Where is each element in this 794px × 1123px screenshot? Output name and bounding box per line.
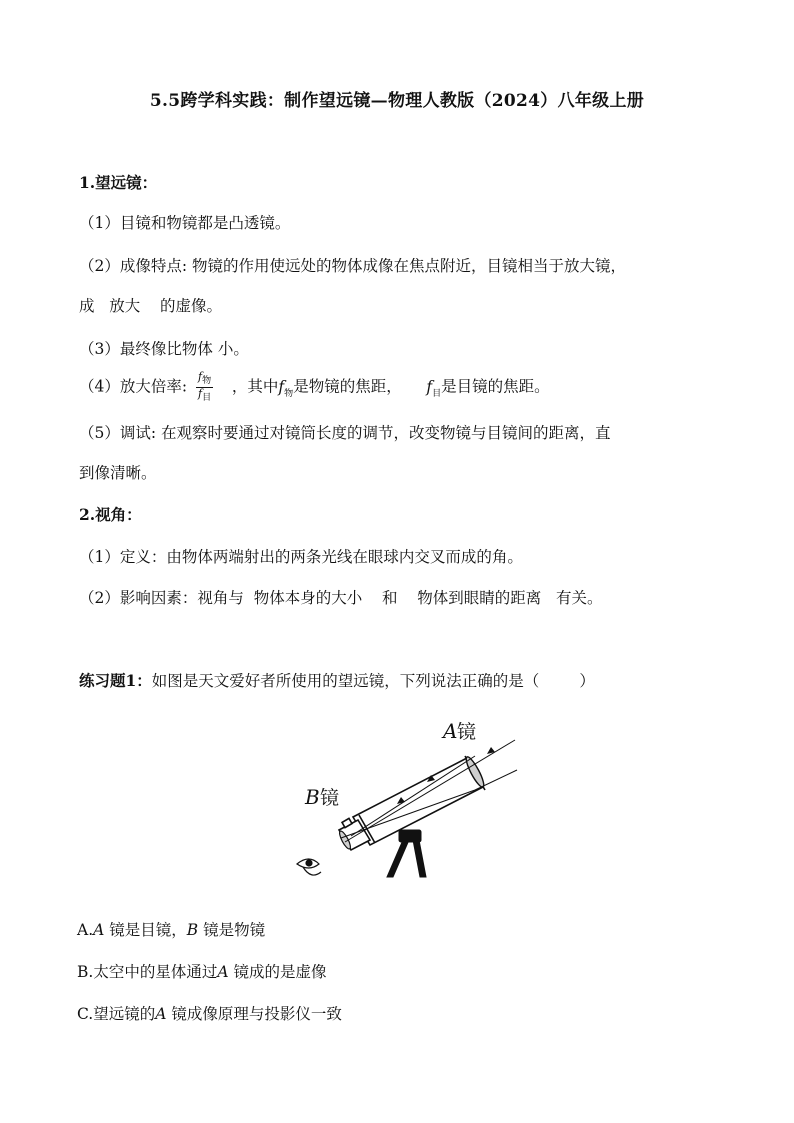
question-end: ） xyxy=(579,672,595,690)
section1-item5-line1: （5）调试: 在观察时要通过对镜筒长度的调节，改变物镜与目镜间的距离，直 xyxy=(79,424,611,442)
section1-item3 xyxy=(79,337,249,359)
option-b[interactable]: B.太空中的星体通过A 镜成的是虚像 xyxy=(77,963,327,981)
item4-pre: （4）放大倍率: xyxy=(79,377,188,396)
exercise-question xyxy=(79,669,595,691)
section1-item4 xyxy=(79,371,550,404)
section1-item1: （1）目镜和物镜都是凸透镜。 xyxy=(79,214,291,232)
item3-blank: 小。 xyxy=(217,340,249,358)
tripod-legs xyxy=(387,830,426,877)
fraction-denominator: $f_目$ xyxy=(198,387,212,404)
section1-item5-line2: 到像清晰。 xyxy=(79,464,157,482)
section1-item2-line1: （2）成像特点: 物镜的作用使远处的物体成像在焦点附近，目镜相当于放大镜， xyxy=(79,257,627,275)
item2-pre: 成 xyxy=(79,297,95,315)
item2-blank: 放大 xyxy=(109,297,141,315)
section2-item2 xyxy=(79,586,603,608)
label-b-letter: B xyxy=(305,785,320,809)
fraction-numerator: $f_物$ xyxy=(198,370,212,387)
option-c[interactable]: C.望远镜的A 镜成像原理与投影仪一致 xyxy=(77,1005,342,1023)
item4-mid2: 是物镜的焦距， xyxy=(293,377,402,396)
label-a-letter: A xyxy=(443,719,458,743)
eye-icon xyxy=(297,859,321,875)
magnification-fraction xyxy=(196,371,213,404)
item-pre: （2）影响因素：视角与 xyxy=(79,589,244,607)
option-a[interactable]: A.A 镜是目镜，B 镜是物镜 xyxy=(77,921,266,939)
item4-mid: ，其中 xyxy=(231,377,279,396)
f-eyepiece-symbol: $f_目$ xyxy=(426,377,442,399)
item2-post: 的虚像。 xyxy=(160,297,223,315)
blank-size: 物体本身的大小 xyxy=(253,589,363,607)
f-objective-symbol: $f_物$ xyxy=(278,377,294,399)
item3-pre: （3）最终像比物体 xyxy=(79,340,213,358)
exercise-label: 练习题1： xyxy=(79,671,152,690)
section2-heading: 2.视角： xyxy=(79,505,142,524)
item-post: 有关。 xyxy=(556,589,603,607)
and-word: 和 xyxy=(381,589,398,607)
label-b-char: 镜 xyxy=(320,787,340,809)
section1-heading: 1.望远镜： xyxy=(79,173,158,192)
page-title: 5.5跨学科实践：制作望远镜—物理人教版（2024）八年级上册 xyxy=(149,91,645,111)
section1-item2-line2 xyxy=(79,294,222,316)
item4-post: 是目镜的焦距。 xyxy=(441,377,550,396)
label-a-char: 镜 xyxy=(457,721,477,743)
blank-distance: 物体到眼睛的距离 xyxy=(417,589,542,607)
section2-item1: （1）定义：由物体两端射出的两条光线在眼球内交叉而成的角。 xyxy=(79,548,523,566)
question-text: 如图是天文爱好者所使用的望远镜，下列说法正确的是（ xyxy=(151,672,540,690)
telescope-figure xyxy=(295,712,525,882)
